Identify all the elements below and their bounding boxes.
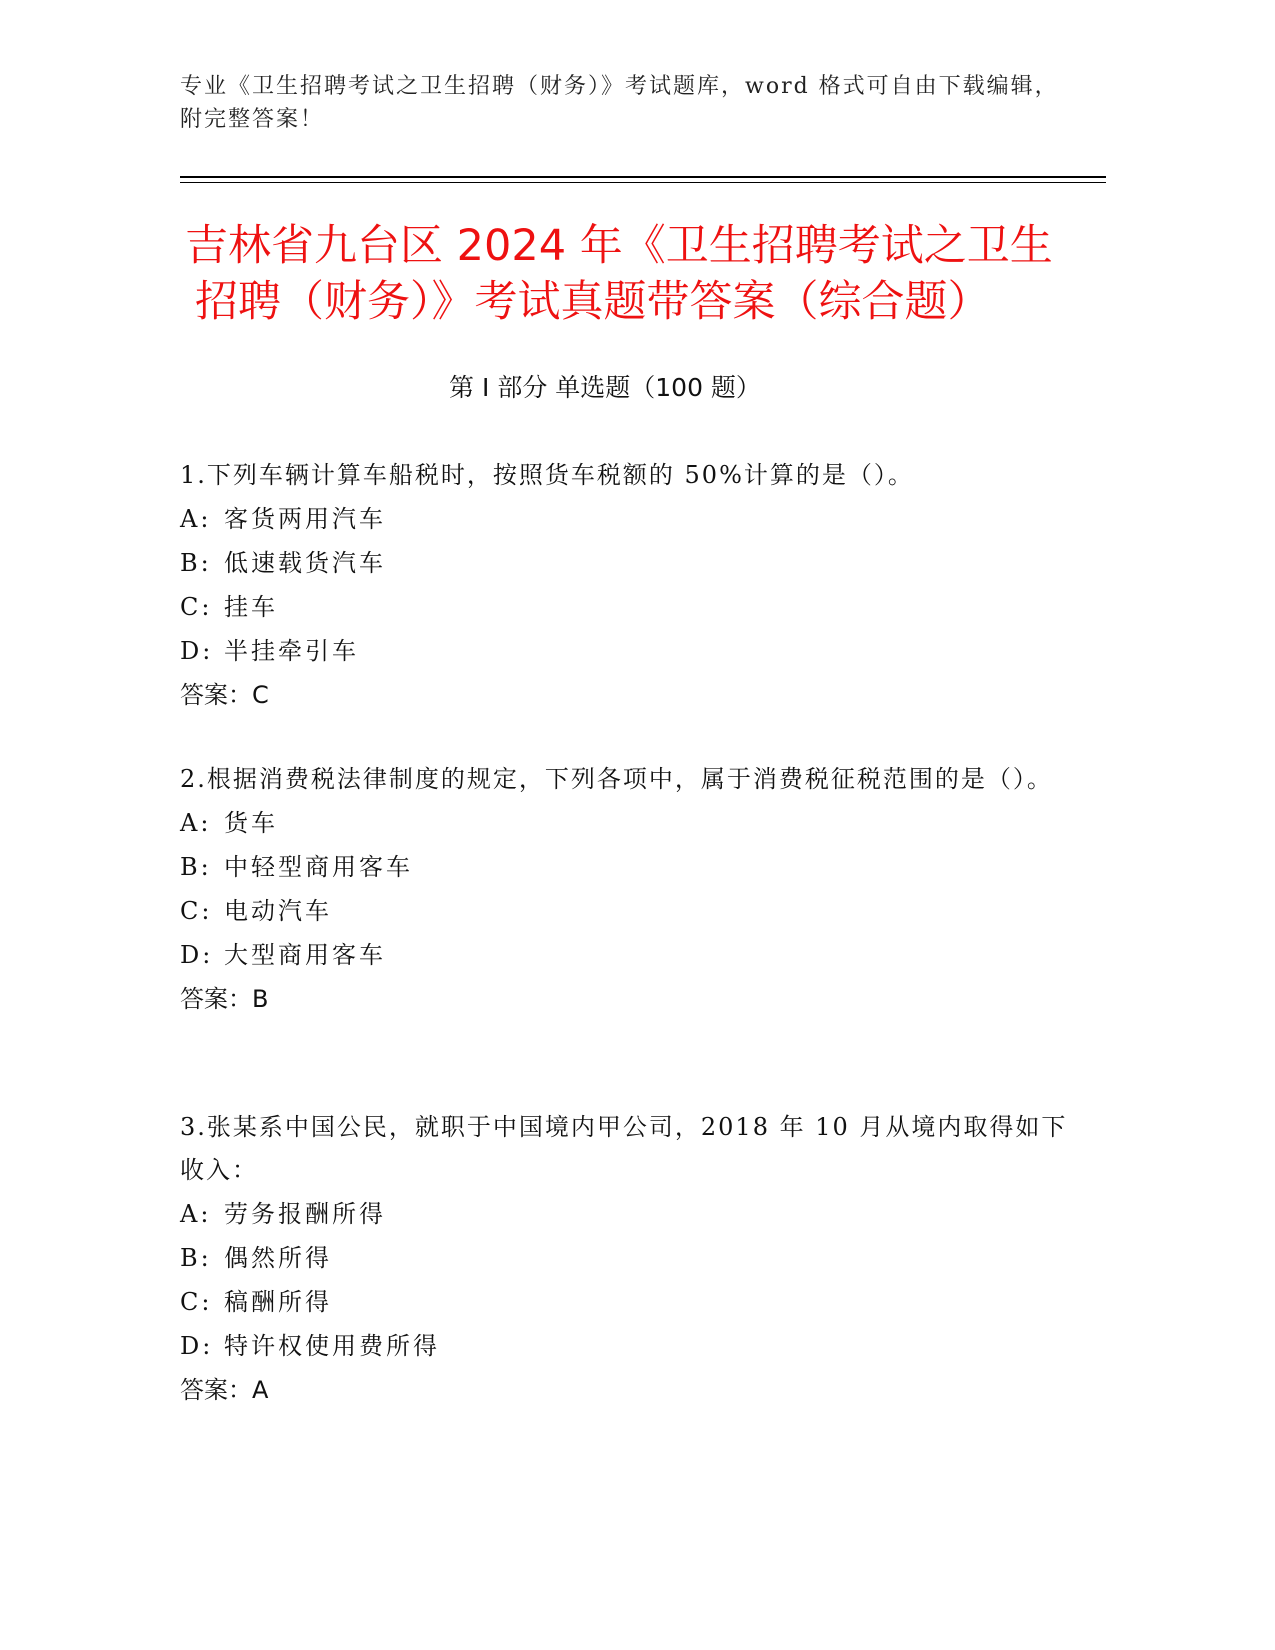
- option-text: 特许权使用费所得: [224, 1332, 440, 1360]
- question-option-d: [180, 933, 1080, 977]
- option-key: C:: [180, 593, 213, 621]
- option-text: 劳务报酬所得: [224, 1200, 386, 1228]
- option-text: 客货两用汽车: [224, 505, 386, 533]
- option-text: 货车: [224, 809, 278, 837]
- question-stem: 3.张某系中国公民，就职于中国境内甲公司，2018 年 10 月从境内取得如下收入：: [180, 1113, 1068, 1184]
- option-text: 半挂牵引车: [224, 637, 359, 665]
- option-key: A:: [180, 505, 212, 533]
- question-answer: 答案：A: [180, 1376, 269, 1404]
- option-key: B:: [180, 1244, 212, 1272]
- option-text: 电动汽车: [224, 897, 332, 925]
- question-option-d: [180, 629, 1080, 673]
- option-key: D:: [180, 1332, 214, 1360]
- question-option-b: [180, 845, 1080, 889]
- question-option-a: [180, 1192, 1080, 1236]
- header-note: 专业《卫生招聘考试之卫生招聘（财务）》考试题库，word 格式可自由下载编辑，附完整答案！: [180, 74, 1059, 132]
- option-text: 大型商用客车: [224, 941, 386, 969]
- question-answer: 答案：B: [180, 985, 269, 1013]
- option-text: 偶然所得: [224, 1244, 332, 1272]
- document-title-line-1: 吉林省九台区 2024 年《卫生招聘考试之卫生: [185, 221, 1053, 271]
- document-title: [185, 218, 1085, 330]
- question-option-b: [180, 1236, 1080, 1280]
- option-text: 挂车: [224, 593, 278, 621]
- question-option-d: [180, 1324, 1080, 1368]
- question-2: [180, 758, 1080, 1021]
- question-option-a: [180, 497, 1080, 541]
- question-3: [180, 1106, 1080, 1412]
- option-key: A:: [180, 1200, 212, 1228]
- option-key: C:: [180, 1288, 213, 1316]
- section-heading: 第 I 部分 单选题（100 题）: [449, 373, 761, 402]
- option-key: D:: [180, 941, 214, 969]
- option-key: C:: [180, 897, 213, 925]
- question-stem: 1.下列车辆计算车船税时，按照货车税额的 50%计算的是（）。: [180, 461, 914, 489]
- option-text: 低速载货汽车: [224, 549, 386, 577]
- document-title-line-2: 招聘（财务）》考试真题带答案（综合题）: [195, 277, 991, 327]
- option-key: A:: [180, 809, 212, 837]
- question-option-b: [180, 541, 1080, 585]
- question-option-c: [180, 1280, 1080, 1324]
- header-divider-thin: [180, 182, 1106, 183]
- question-stem: 2.根据消费税法律制度的规定，下列各项中，属于消费税征税范围的是（）。: [180, 765, 1053, 793]
- question-option-c: [180, 585, 1080, 629]
- option-text: 稿酬所得: [224, 1288, 332, 1316]
- option-key: B:: [180, 853, 212, 881]
- question-option-c: [180, 889, 1080, 933]
- header-divider-thick: [180, 176, 1106, 178]
- option-key: B:: [180, 549, 212, 577]
- question-answer: 答案：C: [180, 681, 269, 709]
- option-text: 中轻型商用客车: [224, 853, 413, 881]
- question-option-a: [180, 801, 1080, 845]
- option-key: D:: [180, 637, 214, 665]
- question-1: [180, 454, 1080, 717]
